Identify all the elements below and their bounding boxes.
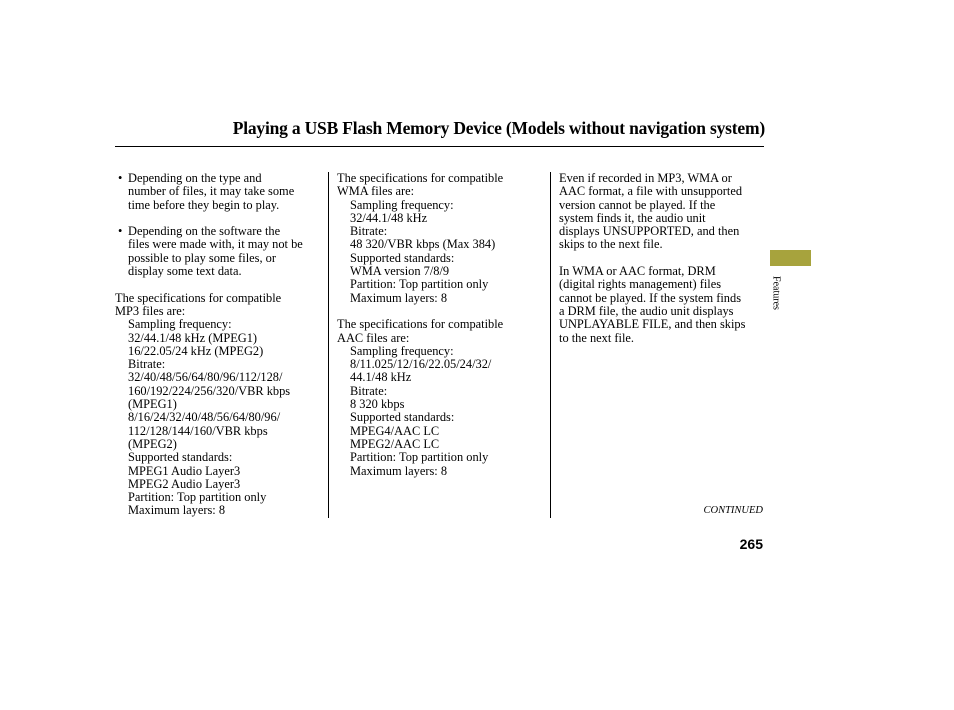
page-title: Playing a USB Flash Memory Device (Models without navigation system) xyxy=(232,118,765,138)
column-1 xyxy=(115,172,323,518)
text-line: The specifications for compatible xyxy=(115,290,282,305)
drm-paragraph xyxy=(559,265,767,345)
bullet-text xyxy=(128,225,323,278)
bullet-icon: • xyxy=(118,171,123,185)
text-line: 32/40/48/56/64/80/96/112/128/ xyxy=(128,370,283,385)
section-label: Features xyxy=(770,276,782,310)
text-line: Bitrate: xyxy=(350,383,388,398)
text-line: 8/16/24/32/40/48/56/64/80/96/ xyxy=(128,410,281,425)
page-number: 265 xyxy=(739,536,763,552)
text-line: 48 320/VBR kbps (Max 384) xyxy=(350,237,496,252)
text-line: UNPLAYABLE FILE, and then skips xyxy=(559,317,746,332)
column-3 xyxy=(559,172,767,345)
text-line: Sampling frequency: xyxy=(350,197,454,212)
text-line: MPEG1 Audio Layer3 xyxy=(128,463,241,478)
text-line: (MPEG1) xyxy=(128,397,177,412)
text-line: 32/44.1/48 kHz (MPEG1) xyxy=(128,330,258,345)
text-line: Partition: Top partition only xyxy=(350,277,489,292)
text-line: Partition: Top partition only xyxy=(128,490,267,505)
text-line: system finds it, the audio unit xyxy=(559,210,706,225)
text-line: displays UNSUPPORTED, and then xyxy=(559,224,740,239)
bullet-item xyxy=(115,172,323,212)
text-line: Even if recorded in MP3, WMA or xyxy=(559,171,732,185)
continued-label: CONTINUED xyxy=(703,505,763,516)
text-line: MPEG2 Audio Layer3 xyxy=(128,476,241,491)
text-line: AAC files are: xyxy=(337,330,410,345)
text-line: possible to play some files, or xyxy=(128,250,276,265)
text-line: 112/128/144/160/VBR kbps xyxy=(128,423,268,438)
text-line: The specifications for compatible xyxy=(337,317,504,332)
text-line: Supported standards: xyxy=(128,450,233,465)
column-2 xyxy=(337,172,545,478)
text-line: number of files, it may take some xyxy=(128,184,295,199)
text-line: a DRM file, the audio unit displays xyxy=(559,303,734,318)
text-line: Bitrate: xyxy=(128,357,166,372)
text-line: MPEG4/AAC LC xyxy=(350,423,440,438)
unsupported-paragraph xyxy=(559,172,767,252)
text-line: In WMA or AAC format, DRM xyxy=(559,264,716,279)
aac-intro xyxy=(337,318,545,345)
text-line: (digital rights management) files xyxy=(559,277,722,292)
text-line: to the next file. xyxy=(559,330,635,345)
text-line: AAC format, a file with unsupported xyxy=(559,184,743,199)
text-line: MP3 files are: xyxy=(115,303,186,318)
text-line: Supported standards: xyxy=(350,410,455,425)
bullet-icon: • xyxy=(118,224,123,239)
text-line: Supported standards: xyxy=(350,250,455,265)
text-line: WMA version 7/8/9 xyxy=(350,264,450,279)
text-line: display some text data. xyxy=(128,264,242,279)
column-divider xyxy=(550,172,551,518)
text-line: files were made with, it may not be xyxy=(128,237,303,252)
text-line: Maximum layers: 8 xyxy=(350,290,448,305)
text-line: 44.1/48 kHz xyxy=(350,370,412,385)
text-line: version cannot be played. If the xyxy=(559,197,716,212)
text-line: 16/22.05/24 kHz (MPEG2) xyxy=(128,343,264,358)
title-rule xyxy=(115,146,764,147)
text-line: MPEG2/AAC LC xyxy=(350,436,440,451)
column-divider xyxy=(328,172,329,518)
text-line: 160/192/224/256/320/VBR kbps xyxy=(128,383,291,398)
text-line: cannot be played. If the system finds xyxy=(559,290,742,305)
aac-specs xyxy=(337,345,545,478)
text-line: 32/44.1/48 kHz xyxy=(350,210,428,225)
bullet-item xyxy=(115,225,323,278)
text-line: Maximum layers: 8 xyxy=(128,503,226,518)
wma-intro xyxy=(337,172,545,199)
text-line: Depending on the type and xyxy=(128,171,262,185)
text-line: Partition: Top partition only xyxy=(350,450,489,465)
section-tab xyxy=(770,250,811,266)
text-line: (MPEG2) xyxy=(128,436,177,451)
text-line: 8/11.025/12/16/22.05/24/32/ xyxy=(350,357,492,372)
text-line: skips to the next file. xyxy=(559,237,663,252)
text-line: Depending on the software the xyxy=(128,224,281,239)
text-line: 8 320 kbps xyxy=(350,397,405,412)
wma-specs xyxy=(337,199,545,305)
text-line: The specifications for compatible xyxy=(337,171,504,185)
text-line: time before they begin to play. xyxy=(128,197,280,212)
bullet-text xyxy=(128,172,323,212)
mp3-intro xyxy=(115,292,323,319)
text-line: Sampling frequency: xyxy=(350,343,454,358)
text-line: WMA files are: xyxy=(337,184,415,199)
text-line: Maximum layers: 8 xyxy=(350,463,448,478)
text-line: Sampling frequency: xyxy=(128,317,232,332)
text-line: Bitrate: xyxy=(350,224,388,239)
mp3-specs xyxy=(115,318,323,517)
